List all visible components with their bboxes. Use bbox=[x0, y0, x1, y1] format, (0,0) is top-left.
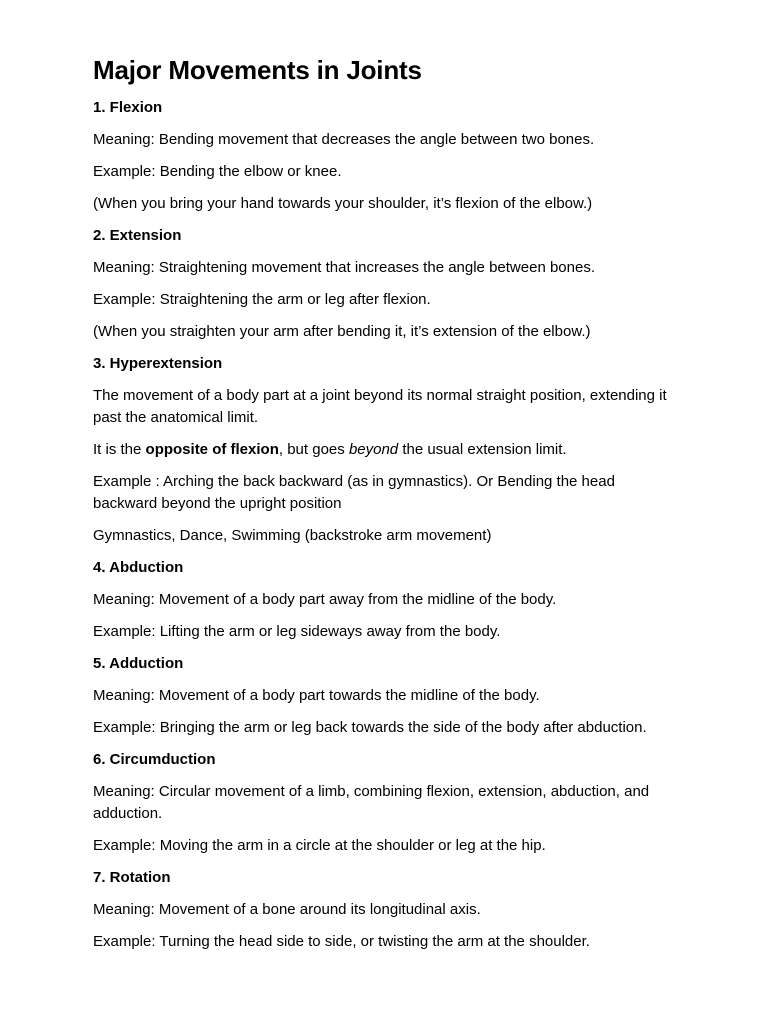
section-heading-flexion: 1. Flexion bbox=[93, 99, 163, 116]
circumduction-example: Example: Moving the arm in a circle at the shoulder or leg at the hip. bbox=[93, 837, 546, 854]
extension-note: (When you straighten your arm after bending it, it’s extension of the elbow.) bbox=[93, 323, 591, 340]
section-heading-extension: 2. Extension bbox=[93, 227, 182, 244]
section-heading-hyperextension: 3. Hyperextension bbox=[93, 355, 223, 372]
opposite-mid-text: , but goes bbox=[278, 441, 349, 458]
abduction-meaning: Meaning: Movement of a body part away from the midline of the body. bbox=[93, 591, 557, 608]
section-heading-adduction: 5. Adduction bbox=[93, 655, 184, 672]
hyperextension-sports: Gymnastics, Dance, Swimming (backstroke arm movement) bbox=[93, 527, 492, 544]
section-heading-rotation: 7. Rotation bbox=[93, 869, 171, 886]
hyperextension-opposite bbox=[93, 439, 673, 461]
adduction-example: Example: Bringing the arm or leg back towards the side of the body after abduction. bbox=[93, 719, 647, 736]
opposite-post-text: the usual extension limit. bbox=[398, 441, 567, 458]
opposite-pre-text: It is the bbox=[93, 441, 146, 458]
page-title: Major Movements in Joints bbox=[93, 55, 422, 85]
hyperextension-example: Example : Arching the back backward (as in gymnastics). Or Bending the head backward beyond the upright position bbox=[93, 473, 615, 512]
section-heading-circumduction: 6. Circumduction bbox=[93, 751, 216, 768]
opposite-italic-text: beyond bbox=[348, 441, 399, 458]
rotation-meaning: Meaning: Movement of a bone around its longitudinal axis. bbox=[93, 901, 481, 918]
circumduction-meaning: Meaning: Circular movement of a limb, combining flexion, extension, abduction, and adduction. bbox=[93, 783, 650, 822]
rotation-example: Example: Turning the head side to side, or twisting the arm at the shoulder. bbox=[93, 933, 590, 950]
opposite-bold-text: opposite of flexion bbox=[145, 441, 279, 458]
document-page bbox=[93, 52, 673, 963]
flexion-meaning: Meaning: Bending movement that decreases the angle between two bones. bbox=[93, 131, 595, 148]
flexion-note: (When you bring your hand towards your shoulder, it’s flexion of the elbow.) bbox=[93, 195, 593, 212]
extension-example: Example: Straightening the arm or leg after flexion. bbox=[93, 291, 431, 308]
flexion-example: Example: Bending the elbow or knee. bbox=[93, 163, 342, 180]
extension-meaning: Meaning: Straightening movement that increases the angle between bones. bbox=[93, 259, 595, 276]
abduction-example: Example: Lifting the arm or leg sideways away from the body. bbox=[93, 623, 501, 640]
hyperextension-definition: The movement of a body part at a joint beyond its normal straight position, extending it past the anatomical limit. bbox=[93, 387, 667, 426]
section-heading-abduction: 4. Abduction bbox=[93, 559, 184, 576]
adduction-meaning: Meaning: Movement of a body part towards the midline of the body. bbox=[93, 687, 540, 704]
